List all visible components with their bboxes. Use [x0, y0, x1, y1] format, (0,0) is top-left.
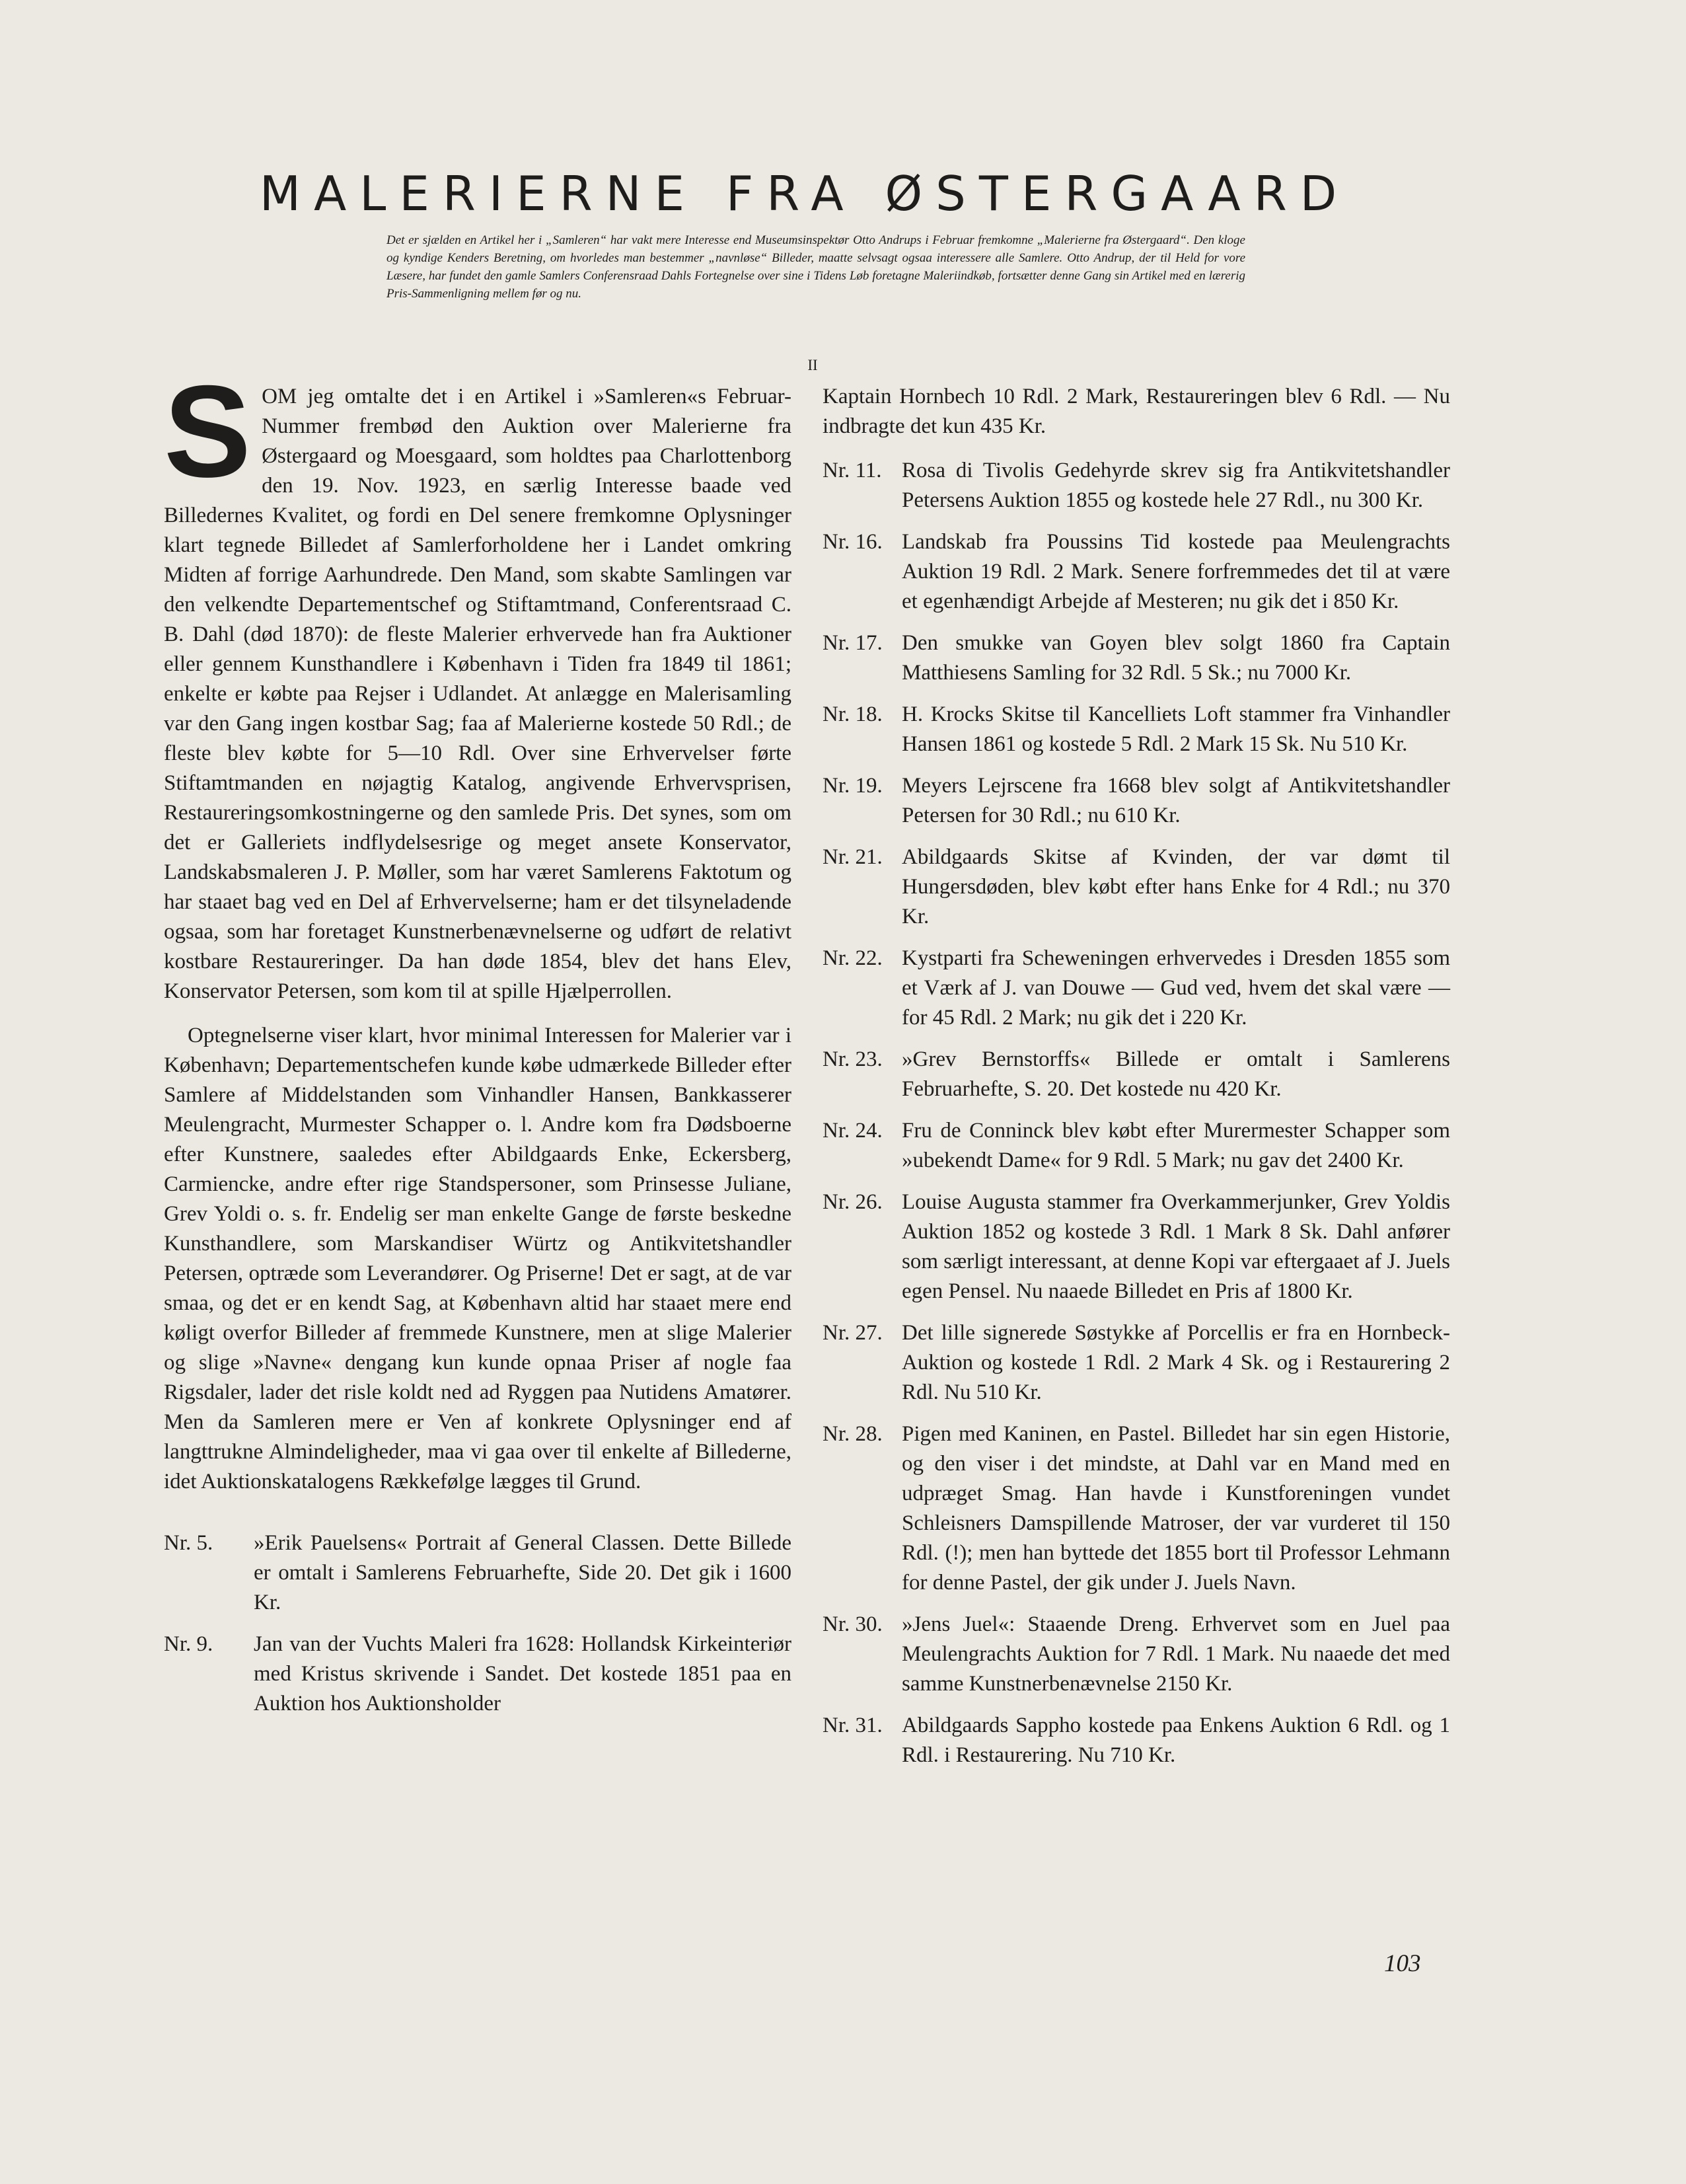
entry-nr-9 [164, 1630, 791, 1719]
entry-nr-27 [823, 1318, 1450, 1408]
entry-text: »Grev Bernstorffs« Billede er omtalt i Samlerens Februarhefte, S. 20. Det kostede nu 420 Kr. [902, 1047, 1450, 1101]
entry-text: Meyers Lejrscene fra 1668 blev solgt af Antikvitetshandler Petersen for 30 Rdl.; nu 610 Kr. [902, 774, 1450, 827]
entry-nr-21 [823, 843, 1450, 932]
entry-number: Nr. 19. [823, 774, 883, 798]
section-numeral: II [807, 357, 818, 373]
entry-number: Nr. 21. [823, 845, 883, 869]
first-paragraph [164, 358, 791, 1006]
page-number: 103 [1384, 1950, 1421, 1977]
article-title: MALERIERNE FRA ØSTERGAARD [259, 166, 1350, 221]
entry-nr-28 [823, 1419, 1450, 1598]
paragraph-1-text: OM jeg omtalte det i en Artikel i »Samleren«s Februar-Nummer frembød den Auktion over Malerierne fra Østergaard og Moesgaard, som holdtes paa Charlottenborg den 19. Nov. 1923, en særlig Interesse baade ved Billedernes Kvalitet, og fordi en Del senere fremkomne Oplysninger klart tegnede Billedet af Samlerforholdene her i Landet omkring Midten af forrige Aarhundrede. Den Mand, som skabte Samlingen var den velkendte Departementschef og Stiftamtmand, Conferentsraad C. B. Dahl (død 1870): de fleste Malerier erhvervede han fra Auktioner eller gennem Kunsthandlere i København i Tiden fra 1849 til 1861; enkelte er købte paa Rejser i Udlandet. At anlægge en Malerisamling var den Gang ingen kostbar Sag; faa af Malerierne kostede 50 Rdl.; de fleste blev købte for 5—10 Rdl. Over sine Erhvervelser førte Stiftamtmanden en nøjagtig Katalog, angivende Erhvervsprisen, Restaureringsomkostningerne og den samlede Pris. Det synes, som om det er Galleriets indflydelsesrige og meget ansete Konservator, Landskabsmaleren J. P. Møller, som har været Samlerens Faktotum og har staaet bag ved en Del af Erhvervelserne; ham er det tilsyneladende ogsaa, som har foretaget Kunstnerbenævnelserne og udført de relativt kostbare Restaureringer. Da han døde 1854, blev det hans Elev, Konservator Petersen, som kom til at spille Hjælperrollen. [164, 385, 791, 1003]
entry-nr-26 [823, 1187, 1450, 1306]
left-column [164, 358, 791, 1731]
entry-number: Nr. 24. [823, 1119, 883, 1143]
entry-number: Nr. 23. [823, 1047, 883, 1071]
entry-number: Nr. 22. [823, 946, 883, 970]
article-intro: Det er sjælden en Artikel her i „Samleren“ har vakt mere Interesse end Museumsinspektør Otto Andrups i Februar fremkomne „Malerierne fra Østergaard“. Den kloge og kyndige Kenders Beretning, om hvorledes man bestemmer „navnløse“ Billeder, maatte selvsagt ogsaa interessere alle Samlere. Otto Andrup, der til Held for vore Læsere, har fundet den gamle Samlers Conferensraad Dahls Fortegnelse over sine i Tidens Løb foretagne Maleriindkøb, fortsætter denne Gang sin Artikel med en lærerig Pris-Sammenligning mellem før og nu. [386, 233, 1245, 301]
entry-text: Pigen med Kaninen, en Pastel. Billedet har sin egen Historie, og den viser i det mindste, at Dahl var en Mand med en udpræget Smag. Han havde i Kunstforeningen vundet Schleisners Damspillende Matroser, der var vurderet til 150 Rdl. (!); men han byttede det 1855 bort til Professor Lehmann for denne Pastel, der gik under J. Juels Navn. [902, 1422, 1450, 1595]
entry-number: Nr. 27. [823, 1321, 883, 1345]
entry-number: Nr. 5. [164, 1531, 213, 1555]
entry-nr-11 [823, 456, 1450, 515]
entry-number: Nr. 26. [823, 1190, 883, 1214]
left-entry-list [164, 1528, 791, 1719]
entry-number: Nr. 17. [823, 631, 883, 655]
entry-nr-5 [164, 1528, 791, 1618]
entry-nr-17 [823, 628, 1450, 688]
entry-number: Nr. 16. [823, 530, 883, 554]
entry-number: Nr. 31. [823, 1713, 883, 1737]
entry-nr-9-continuation: Kaptain Hornbech 10 Rdl. 2 Mark, Restaureringen blev 6 Rdl. — Nu indbragte det kun 435 Kr. [823, 385, 1450, 438]
entry-nr-22 [823, 944, 1450, 1033]
entry-text: Det lille signerede Søstykke af Porcellis er fra en Hornbeck-Auktion og kostede 1 Rdl. 2 Mark 4 Sk. og i Restaurering 2 Rdl. Nu 510 Kr. [902, 1321, 1450, 1404]
entry-number: Nr. 9. [164, 1632, 213, 1656]
entry-text: Rosa di Tivolis Gedehyrde skrev sig fra Antikvitetshandler Petersens Auktion 1855 og kostede hele 27 Rdl., nu 300 Kr. [902, 459, 1450, 512]
entry-nr-23 [823, 1045, 1450, 1104]
entry-text: »Erik Pauelsens« Portrait af General Classen. Dette Billede er omtalt i Samlerens Februarhefte, Side 20. Det gik i 1600 Kr. [254, 1531, 791, 1614]
entry-number: Nr. 28. [823, 1422, 883, 1446]
entry-text: Jan van der Vuchts Maleri fra 1628: Hollandsk Kirkeinteriør med Kristus skrivende i Sandet. Det kostede 1851 paa en Auktion hos Auktionsholder [254, 1632, 791, 1715]
entry-number: Nr. 11. [823, 459, 882, 482]
entry-nr-16 [823, 527, 1450, 617]
entry-text: H. Krocks Skitse til Kancelliets Loft stammer fra Vinhandler Hansen 1861 og kostede 5 Rdl. 2 Mark 15 Sk. Nu 510 Kr. [902, 702, 1450, 756]
entry-text: Abildgaards Sappho kostede paa Enkens Auktion 6 Rdl. og 1 Rdl. i Restaurering. Nu 710 Kr. [902, 1713, 1450, 1767]
entry-text: Abildgaards Skitse af Kvinden, der var dømt til Hungersdøden, blev købt efter hans Enke for 4 Rdl.; nu 370 Kr. [902, 845, 1450, 928]
entry-text: Den smukke van Goyen blev solgt 1860 fra Captain Matthiesens Samling for 32 Rdl. 5 Sk.; nu 7000 Kr. [902, 631, 1450, 685]
entry-text: Louise Augusta stammer fra Overkammerjunker, Grev Yoldis Auktion 1852 og kostede 3 Rdl. 1 Mark 8 Sk. Dahl anfører som særligt interessant, at denne Kopi var eftergaaet af J. Juels egen Pensel. Nu naaede Billedet en Pris af 1800 Kr. [902, 1190, 1450, 1303]
entry-text: »Jens Juel«: Staaende Dreng. Erhvervet som en Juel paa Meulengrachts Auktion for 7 Rdl. 1 Mark. Nu naaede det med samme Kunstnerbenævnelse 2150 Kr. [902, 1612, 1450, 1696]
entry-number: Nr. 18. [823, 702, 883, 726]
entry-text: Fru de Conninck blev købt efter Murermester Schapper som »ubekendt Dame« for 9 Rdl. 5 Mark; nu gav det 2400 Kr. [902, 1119, 1450, 1172]
paragraph-2: Optegnelserne viser klart, hvor minimal Interessen for Malerier var i København; Departementschefen kunde købe udmærkede Billeder efter Samlere af Middelstanden som Vinhandler Hansen, Bankkasserer Meulengracht, Murmester Schapper o. l. Andre kom fra Dødsboerne efter Kunstnere, saaledes efter Abildgaards Enke, Eckersberg, Carmiencke, andre efter rige Standspersoner, som Prinsesse Juliane, Grev Yoldi o. s. fr. Endelig ser man enkelte Gange de første beskedne Kunsthandlere, som Marskandiser Würtz og Antikvitetshandler Petersen, optræde som Leverandører. Og Priserne! Det er sagt, at de var smaa, og det er en kendt Sag, at København altid har staaet mere end køligt overfor Billeder af fremmede Kunstnere, men at slige Malerier og slige »Navne« dengang kun kunde opnaa Priser af nogle faa Rigsdaler, lader det risle koldt ned ad Ryggen paa Nutidens Amatører. Men da Samleren mere er Ven af konkrete Oplysninger end af langttrukne Almindeligheder, maa vi gaa over til enkelte af Billederne, idet Auktionskatalogens Rækkefølge lægges til Grund. [164, 1024, 791, 1493]
entry-nr-19 [823, 771, 1450, 831]
entry-text: Kystparti fra Scheweningen erhvervedes i Dresden 1855 som et Værk af J. van Douwe — Gud ved, hvem det skal være — for 45 Rdl. 2 Mark; nu gik det i 220 Kr. [902, 946, 1450, 1030]
entry-nr-24 [823, 1116, 1450, 1176]
entry-nr-31 [823, 1711, 1450, 1770]
right-column [823, 382, 1450, 1782]
drop-cap: S [164, 358, 252, 504]
entry-number: Nr. 30. [823, 1612, 883, 1636]
entry-nr-18 [823, 700, 1450, 759]
entry-nr-30 [823, 1610, 1450, 1699]
entry-text: Landskab fra Poussins Tid kostede paa Meulengrachts Auktion 19 Rdl. 2 Mark. Senere forfremmedes det til at være et egenhændigt Arbejde af Mesteren; nu gik det i 850 Kr. [902, 530, 1450, 613]
